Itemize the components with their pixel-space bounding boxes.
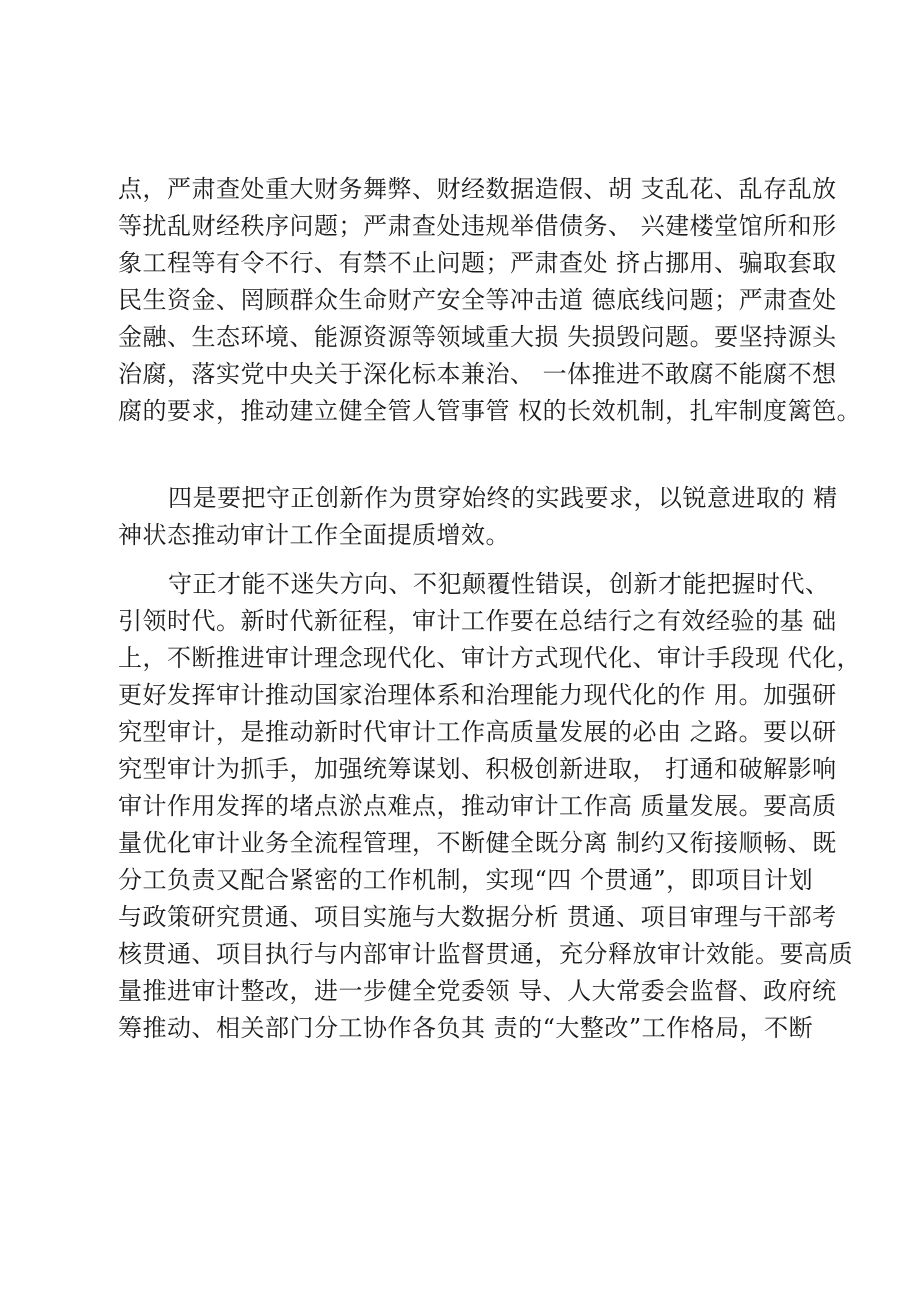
- text-line: 究型审计，是推动新时代审计工作高质量发展的必由 之路。要以研: [118, 718, 837, 746]
- text-line: 腐的要求，推动建立健全管人管事管 权的长效机制，扎牢制度篱笆。: [118, 397, 862, 425]
- text-line: 分工负责又配合紧密的工作机制，实现“四 个贯通”，即项目计划: [118, 866, 814, 894]
- text-line: 引领时代。新时代新征程，审计工作要在总结行之有效经验的基 础: [118, 607, 837, 635]
- text-line: 量优化审计业务全流程管理，不断健全既分离 制约又衔接顺畅、既: [118, 829, 837, 857]
- text-line: 民生资金、罔顾群众生命财产安全等冲击道 德底线问题；严肃查处: [118, 286, 837, 314]
- text-line: 究型审计为抓手，加强统筹谋划、积极创新进取， 打通和破解影响: [118, 755, 837, 783]
- text-line: 筹推动、相关部门分工协作各负其 责的“大整改”工作格局，不断: [118, 1014, 814, 1042]
- text-line: 神状态推动审计工作全面提质增效。: [118, 521, 510, 549]
- text-line: 审计作用发挥的堵点淤点难点，推动审计工作高 质量发展。要高质: [118, 792, 837, 820]
- paragraph-3: [118, 566, 862, 1047]
- text-line: 金融、生态环境、能源资源等领域重大损 失损毁问题。要坚持源头: [118, 323, 837, 351]
- text-line: 更好发挥审计推动国家治理体系和治理能力现代化的作 用。加强研: [118, 681, 837, 709]
- text-line: 等扰乱财经秩序问题；严肃查处违规举借债务、 兴建楼堂馆所和形: [118, 212, 837, 240]
- text-line: 象工程等有令不行、有禁不止问题；严肃查处 挤占挪用、骗取套取: [118, 249, 837, 277]
- paragraph-1: [118, 171, 862, 430]
- text-line: 与政策研究贯通、项目实施与大数据分析 贯通、项目审理与干部考: [118, 903, 837, 931]
- text-line: 上，不断推进审计理念现代化、审计方式现代化、审计手段现 代化，: [118, 644, 862, 672]
- text-line: 治腐，落实党中央关于深化标本兼治、 一体推进不敢腐不能腐不想: [118, 360, 837, 388]
- text-line: 四是要把守正创新作为贯穿始终的实践要求，以锐意进取的 精: [168, 484, 838, 512]
- text-line: 点，严肃查处重大财务舞弊、财经数据造假、胡 支乱花、乱存乱放: [118, 175, 837, 203]
- text-line: 守正才能不迷失方向、不犯颠覆性错误，创新才能把握时代、: [168, 570, 830, 598]
- text-line: 核贯通、项目执行与内部审计监督贯通，充分释放审计效能。要高质: [118, 940, 853, 968]
- paragraph-2: [118, 480, 838, 554]
- text-line: 量推进审计整改，进一步健全党委领 导、人大常委会监督、政府统: [118, 977, 837, 1005]
